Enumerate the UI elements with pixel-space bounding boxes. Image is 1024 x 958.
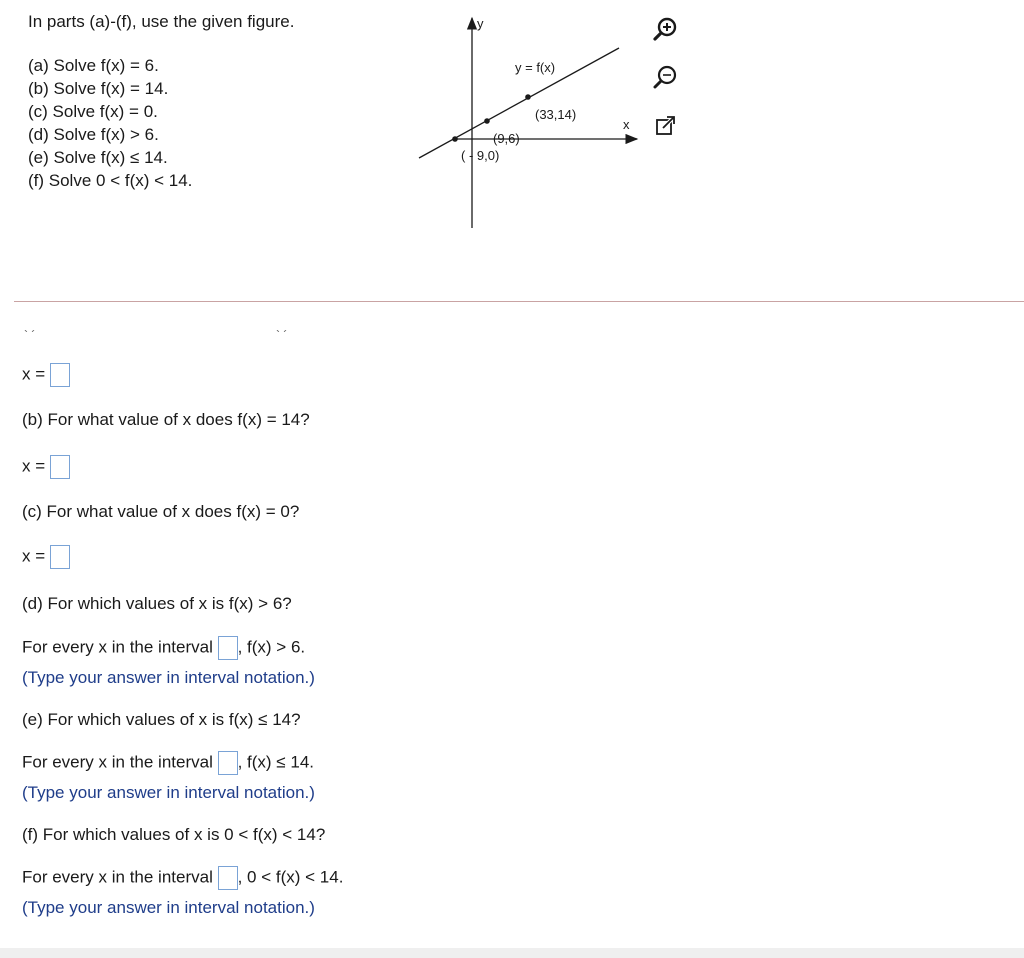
hint-e: (Type your answer in interval notation.) <box>22 783 315 802</box>
point-neg9-0 <box>452 136 458 142</box>
decorative-ticks: ` ´ <box>24 328 36 342</box>
answer-row-f <box>22 866 343 890</box>
part-a: (a) Solve f(x) = 6. <box>28 56 159 75</box>
question-e: (e) For which values of x is f(x) ≤ 14? <box>22 710 301 729</box>
part-b: (b) Solve f(x) = 14. <box>28 79 169 98</box>
interval-lead: For every x in the interval <box>22 637 213 657</box>
point-33-14 <box>525 94 531 100</box>
question-c: (c) For what value of x does f(x) = 0? <box>22 502 300 521</box>
interval-trail: , 0 < f(x) < 14. <box>237 867 344 887</box>
graph-figure <box>415 12 655 232</box>
answer-prefix: x = <box>22 546 46 566</box>
answer-prefix: x = <box>22 456 46 476</box>
answer-input-e[interactable] <box>218 751 238 775</box>
part-f: (f) Solve 0 < f(x) < 14. <box>28 171 193 190</box>
hint-f: (Type your answer in interval notation.) <box>22 898 315 917</box>
open-in-new-window-icon[interactable] <box>650 111 680 141</box>
answer-row-b <box>22 455 70 479</box>
answer-row-c <box>22 545 70 569</box>
question-b: (b) For what value of x does f(x) = 14? <box>22 410 310 429</box>
answer-input-b[interactable] <box>50 455 70 479</box>
question-f: (f) For which values of x is 0 < f(x) < 14? <box>22 825 326 844</box>
point-label-33-14: (33,14) <box>535 107 577 122</box>
parts-list <box>28 54 192 192</box>
curve-label: y = f(x) <box>515 60 556 75</box>
decorative-ticks: ` ´ <box>276 328 288 342</box>
answer-row-e <box>22 751 314 775</box>
interval-lead: For every x in the interval <box>22 867 213 887</box>
problem-intro: In parts (a)-(f), use the given figure. <box>28 12 295 31</box>
point-9-6 <box>484 118 490 124</box>
answer-row-d <box>22 636 305 660</box>
answer-prefix: x = <box>22 364 46 384</box>
answer-input-c[interactable] <box>50 545 70 569</box>
zoom-in-icon[interactable] <box>650 14 680 44</box>
point-label-neg9-0: ( - 9,0) <box>461 148 500 163</box>
x-axis-label: x <box>623 117 630 132</box>
answer-input-a[interactable] <box>50 363 70 387</box>
question-d: (d) For which values of x is f(x) > 6? <box>22 594 292 613</box>
part-d: (d) Solve f(x) > 6. <box>28 125 159 144</box>
part-c: (c) Solve f(x) = 0. <box>28 102 158 121</box>
part-e: (e) Solve f(x) ≤ 14. <box>28 148 168 167</box>
point-label-9-6: (9,6) <box>493 131 520 146</box>
y-axis-label: y <box>477 16 484 31</box>
answer-row-a <box>22 363 70 387</box>
interval-trail: , f(x) > 6. <box>237 637 306 657</box>
section-divider <box>14 301 1024 302</box>
answer-input-d[interactable] <box>218 636 238 660</box>
interval-trail: , f(x) ≤ 14. <box>237 752 314 772</box>
bottom-bar <box>0 948 1024 958</box>
interval-lead: For every x in the interval <box>22 752 213 772</box>
zoom-out-icon[interactable] <box>650 62 680 92</box>
hint-d: (Type your answer in interval notation.) <box>22 668 315 687</box>
answer-input-f[interactable] <box>218 866 238 890</box>
